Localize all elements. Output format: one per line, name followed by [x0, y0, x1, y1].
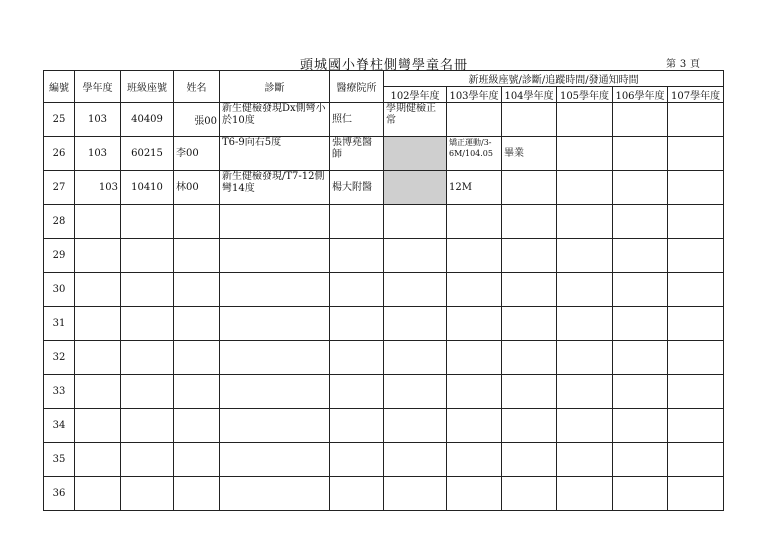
table-row	[44, 375, 724, 409]
table-row	[44, 205, 724, 239]
table-row	[44, 443, 724, 477]
cell-y106	[613, 137, 668, 171]
cell-hospital: 張博堯醫師	[330, 137, 384, 171]
cell-no: 31	[44, 307, 75, 341]
header-no: 編號	[44, 71, 75, 103]
table-row	[44, 477, 724, 511]
cell-y103: 12M	[447, 171, 502, 205]
cell-no: 27	[44, 171, 75, 205]
cell-no: 35	[44, 443, 75, 477]
table-row	[44, 171, 724, 205]
cell-y105	[557, 137, 613, 171]
document-title: 頭城國小脊柱側彎學童名冊	[299, 58, 468, 73]
cell-no: 34	[44, 409, 75, 443]
header-year-106: 106學年度	[613, 87, 668, 103]
header-hospital: 醫療院所	[330, 71, 384, 103]
table-row	[44, 409, 724, 443]
page-number-value: 3	[679, 59, 687, 70]
cell-hospital: 照仁	[330, 103, 384, 137]
cell-y107	[668, 171, 724, 205]
header-year-107: 107學年度	[668, 87, 724, 103]
header-name: 姓名	[174, 71, 220, 103]
cell-diagnosis: 新生健檢發現/T7-12側彎14度	[220, 171, 330, 205]
header-year-104: 104學年度	[502, 87, 557, 103]
table-row	[44, 341, 724, 375]
cell-name: 李00	[174, 137, 220, 171]
cell-no: 26	[44, 137, 75, 171]
cell-y102: 學期健檢正常	[384, 103, 447, 137]
cell-no: 29	[44, 239, 75, 273]
cell-y106	[613, 103, 668, 137]
cell-no: 30	[44, 273, 75, 307]
cell-year: 103	[75, 103, 121, 137]
cell-class-seat: 10410	[121, 171, 174, 205]
cell-no: 32	[44, 341, 75, 375]
table-row	[44, 307, 724, 341]
cell-no: 28	[44, 205, 75, 239]
cell-y103: 矯正運動/3-6M/104.05	[447, 137, 502, 171]
cell-class-seat: 60215	[121, 137, 174, 171]
cell-name: 張00	[174, 103, 220, 137]
cell-diagnosis: 新生健檢發現Dx側彎小於10度	[220, 103, 330, 137]
table-row	[44, 137, 724, 171]
header-year-103: 103學年度	[447, 87, 502, 103]
header-diagnosis: 診斷	[220, 71, 330, 103]
cell-hospital: 楊大附醫	[330, 171, 384, 205]
cell-year: 103	[75, 171, 121, 205]
cell-y103	[447, 103, 502, 137]
cell-diagnosis: T6-9向右5度	[220, 137, 330, 171]
header-class-seat: 班級座號	[121, 71, 174, 103]
header-followup-group: 新班級座號/診斷/追蹤時間/發通知時間	[384, 71, 724, 87]
cell-no: 33	[44, 375, 75, 409]
cell-y102	[384, 137, 447, 171]
cell-no: 25	[44, 103, 75, 137]
cell-class-seat: 40409	[121, 103, 174, 137]
page-number: 第 3 頁	[666, 59, 700, 70]
cell-year: 103	[75, 137, 121, 171]
cell-y104: 畢業	[502, 137, 557, 171]
cell-name: 林00	[174, 171, 220, 205]
scoliosis-roster-table	[43, 70, 724, 511]
table-row	[44, 273, 724, 307]
table-row	[44, 239, 724, 273]
cell-y107	[668, 103, 724, 137]
header-year: 學年度	[75, 71, 121, 103]
cell-y104	[502, 171, 557, 205]
cell-y106	[613, 171, 668, 205]
cell-no: 36	[44, 477, 75, 511]
header-year-102: 102學年度	[384, 87, 447, 103]
header-year-105: 105學年度	[557, 87, 613, 103]
cell-y105	[557, 103, 613, 137]
cell-y107	[668, 137, 724, 171]
cell-y104	[502, 103, 557, 137]
table-row	[44, 103, 724, 137]
cell-y102	[384, 171, 447, 205]
cell-y105	[557, 171, 613, 205]
